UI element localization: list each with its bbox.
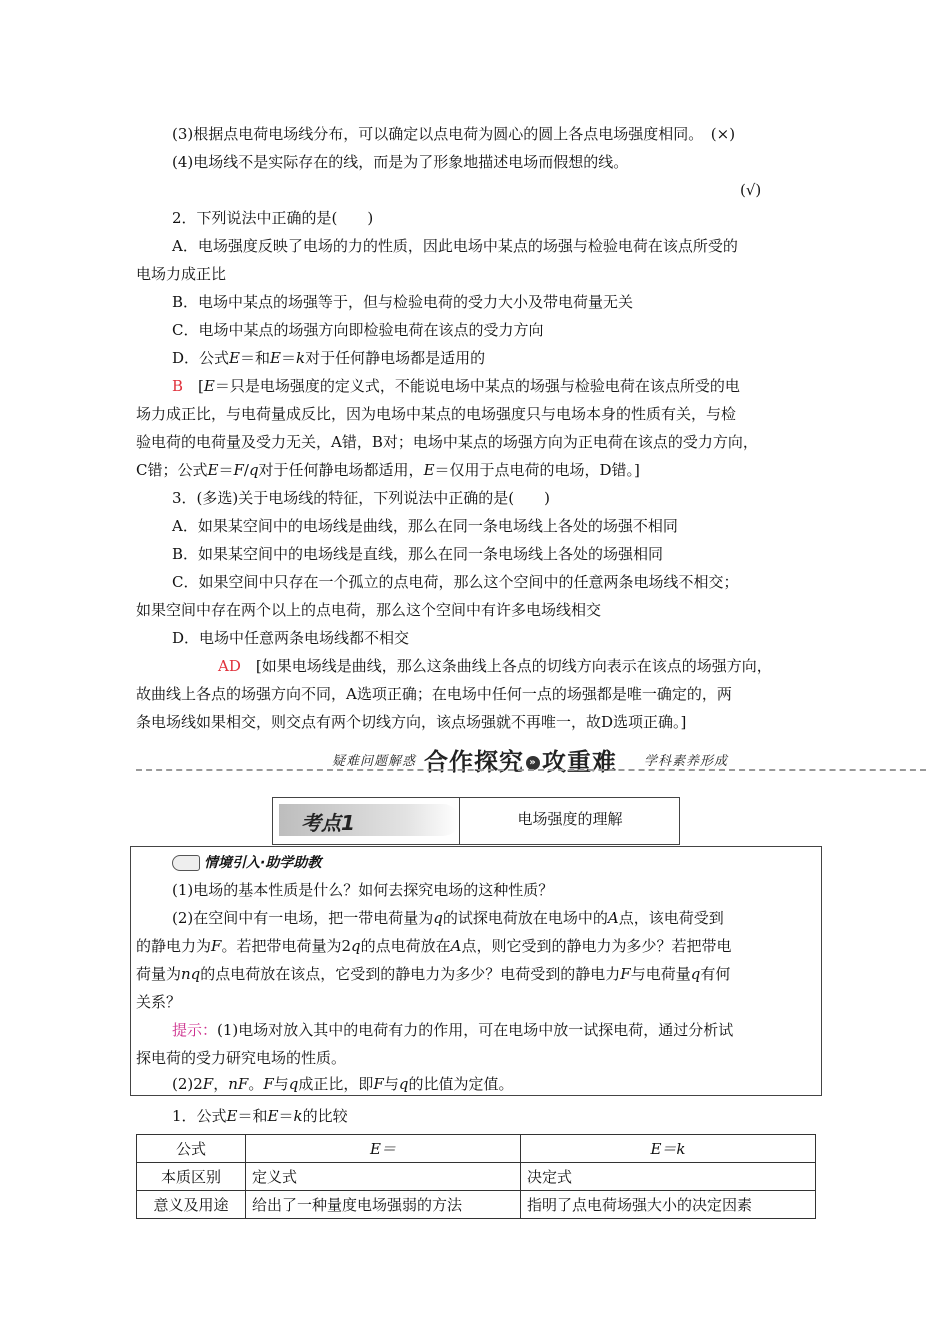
situation-q2-line1: (2)在空间中有一电场，把一带电荷量为q的试探电荷放在电场中的A点，该电荷受到 (172, 909, 724, 927)
q2-option-c: C．电场中某点的场强方向即检验电荷在该点的受力方向 (172, 321, 544, 339)
situation-q2-line2: 的静电力为F。若把带电荷量为2q的点电荷放在A点，则它受到的静电力为多少？若把带电 (136, 937, 732, 955)
q2-explanation-line4: C错；公式E＝F/q对于任何静电场都适用，E＝仅用于点电荷的电场，D错。] (136, 461, 640, 479)
section-banner (136, 742, 926, 778)
q2-explanation-line3: 验电荷的电荷量及受力无关，A错，B对；电场中某点的场强方向为正电荷在该点的受力方向， (136, 433, 758, 451)
compare-heading: 1．公式E＝和E＝k的比较 (172, 1107, 348, 1125)
situation-q2-line3: 荷量为nq的点电荷放在该点，它受到的静电力为多少？电荷受到的静电力F与电荷量q有何 (136, 965, 731, 983)
arrow-icon: » (526, 756, 540, 770)
topic-box (272, 797, 680, 845)
table-cell: 意义及用途 (137, 1191, 246, 1219)
q3-option-c-line1: C．如果空间中只存在一个孤立的点电荷，那么这个空间中的任意两条电场线不相交； (172, 573, 739, 591)
judgment-item-4: (4)电场线不是实际存在的线，而是为了形象地描述电场而假想的线。 (172, 153, 629, 171)
table-cell: 决定式 (521, 1163, 816, 1191)
hint-line3: (2)2F，nF。F与q成正比，即F与q的比值为定值。 (172, 1075, 514, 1093)
hint-label: 提示： (172, 1021, 218, 1039)
table-row (137, 1191, 816, 1219)
topic-divider (459, 798, 460, 844)
table-header-cell: E＝k (521, 1135, 816, 1163)
judgment-mark-4: (√) (740, 181, 762, 199)
table-header-cell: E＝ (246, 1135, 521, 1163)
q3-explanation-line3: 条电场线如果相交，则交点有两个切线方向，该点场强就不再唯一，故D选项正确。] (136, 713, 687, 731)
judgment-item-3: (3)根据点电荷电场线分布，可以确定以点电荷为圆心的圆上各点电场强度相同。 (×) (172, 125, 736, 143)
comparison-table (136, 1134, 816, 1219)
banner-divider (136, 769, 926, 771)
q3-explanation-line1: AD [如果电场线是曲线，那么这条曲线上各点的切线方向表示在该点的场强方向， (218, 657, 772, 675)
question-2-stem: 2．下列说法中正确的是( ) (172, 209, 374, 227)
hint-line2: 探电荷的受力研究电场的性质。 (136, 1049, 347, 1067)
q3-option-b: B．如果某空间中的电场线是直线，那么在同一条电场线上各处的场强相同 (172, 545, 664, 563)
table-cell: 指明了点电荷场强大小的决定因素 (521, 1191, 816, 1219)
table-cell: 给出了一种量度电场强弱的方法 (246, 1191, 521, 1219)
table-cell: 本质区别 (137, 1163, 246, 1191)
pointing-hand-icon (172, 855, 200, 871)
q2-option-a-line1: A．电场强度反映了电场的力的性质，因此电场中某点的场强与检验电荷在该点所受的 (172, 237, 738, 255)
situation-q1: (1)电场的基本性质是什么？如何去探究电场的这种性质？ (172, 881, 554, 899)
q2-explanation-line1: B [E＝只是电场强度的定义式，不能说电场中某点的场强与检验电荷在该点所受的电 (172, 377, 740, 395)
topic-tag: 考点1 (279, 804, 459, 836)
table-cell: 定义式 (246, 1163, 521, 1191)
hint-line1: 提示：(1)电场对放入其中的电荷有力的作用，可在电场中放一试探电荷，通过分析试 (172, 1021, 734, 1039)
situation-q2-line4: 关系？ (136, 993, 182, 1011)
q2-explanation-line2: 场力成正比，与电荷量成反比，因为电场中某点的电场强度只与电场本身的性质有关，与检 (136, 405, 737, 423)
table-header-cell: 公式 (137, 1135, 246, 1163)
banner-right-text: 学科素养形成 (644, 754, 729, 769)
q2-option-b: B．电场中某点的场强等于，但与检验电荷的受力大小及带电荷量无关 (172, 293, 634, 311)
q3-answer: AD (218, 657, 241, 675)
question-3-stem: 3．(多选)关于电场线的特征，下列说法中正确的是( ) (172, 489, 550, 507)
situation-heading: 情境引入·助学助教 (172, 852, 321, 872)
table-row (137, 1163, 816, 1191)
q2-option-d: D．公式E＝和E＝k对于任何静电场都是适用的 (172, 349, 486, 367)
topic-title: 电场强度的理解 (517, 810, 623, 828)
banner-title: 合作探究 » 攻重难 (424, 748, 617, 776)
q3-option-d: D．电场中任意两条电场线都不相交 (172, 629, 410, 647)
q3-option-a: A．如果某空间中的电场线是曲线，那么在同一条电场线上各处的场强不相同 (172, 517, 678, 535)
q2-answer: B (172, 377, 184, 395)
q2-option-a-line2: 电场力成正比 (136, 265, 227, 283)
q3-explanation-line2: 故曲线上各点的场强方向不同，A选项正确；在电场中任何一点的场强都是唯一确定的，两 (136, 685, 732, 703)
q3-option-c-line2: 如果空间中存在两个以上的点电荷，那么这个空间中有许多电场线相交 (136, 601, 602, 619)
table-header-row (137, 1135, 816, 1163)
banner-left-text: 疑难问题解惑 (332, 754, 417, 769)
